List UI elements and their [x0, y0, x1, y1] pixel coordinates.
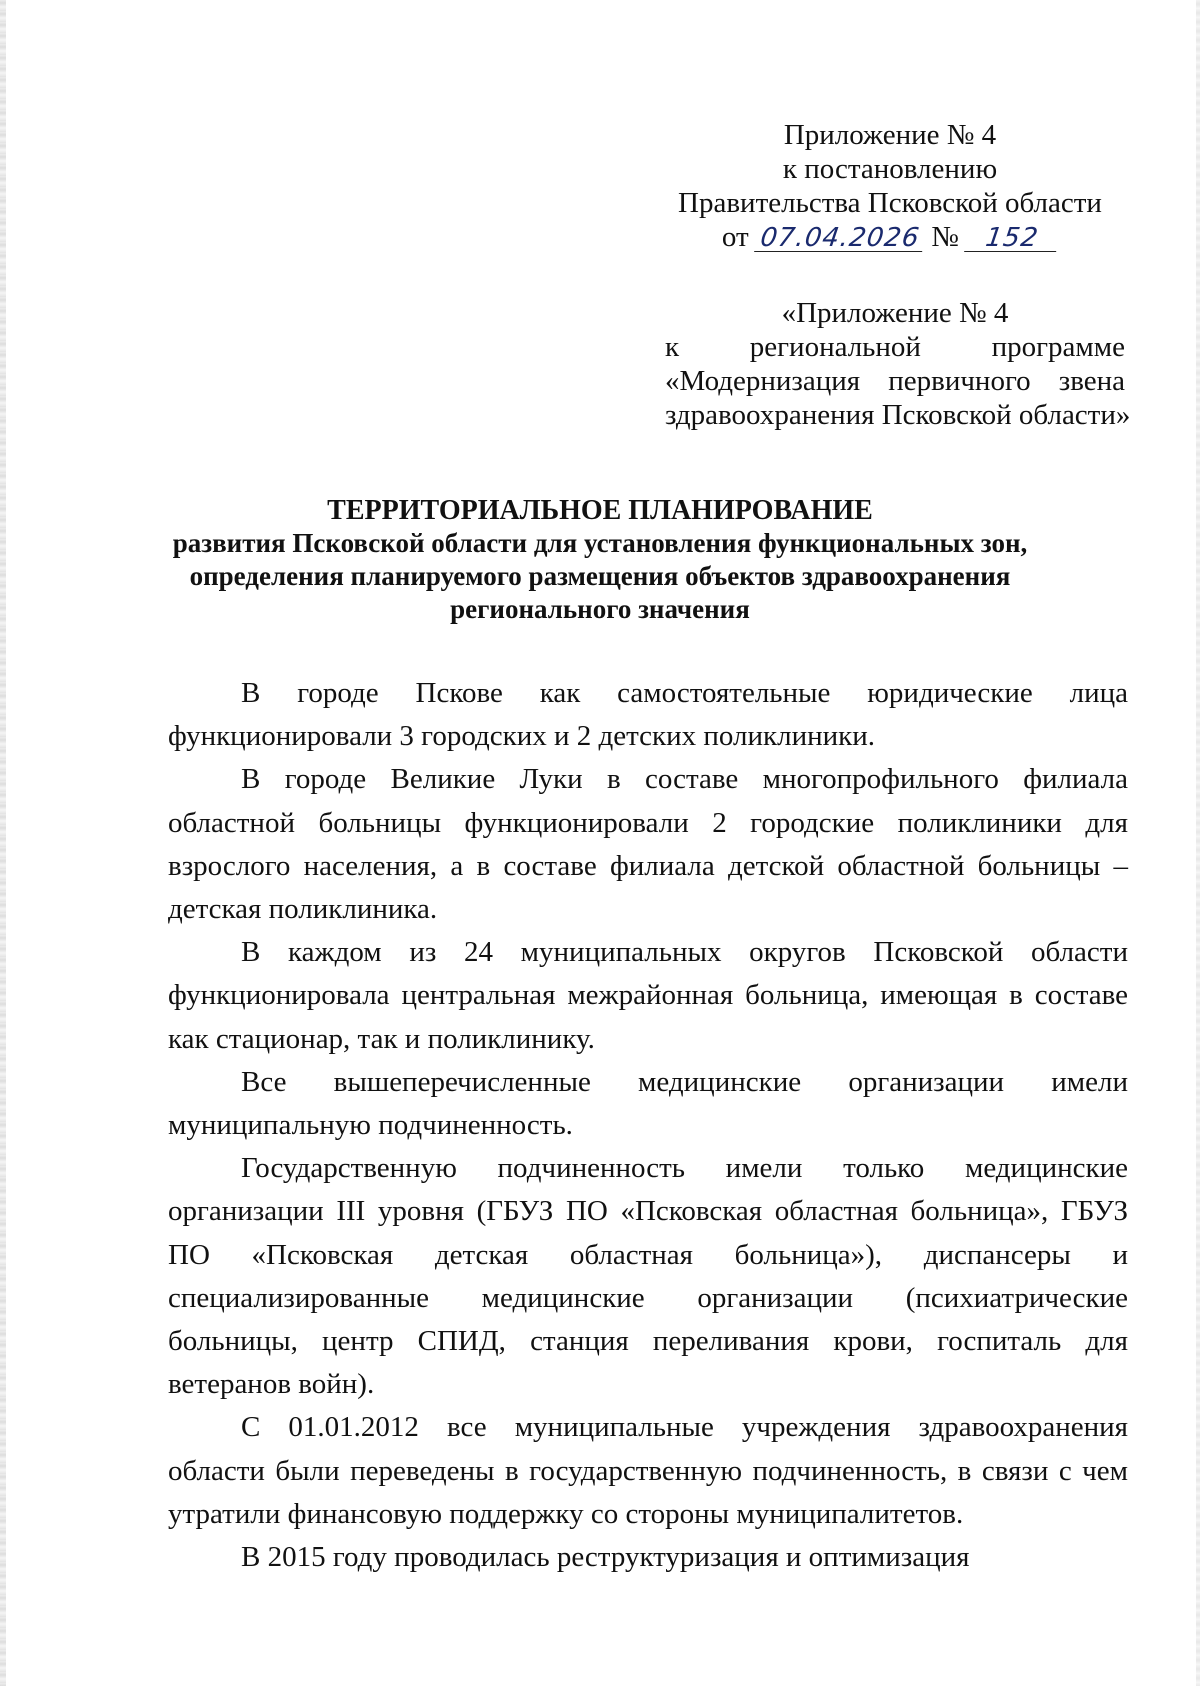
paragraph-5: Государственную подчиненность имели только медицинские организации III уровня (ГБУЗ ПО «Псковская областная больница», ГБУЗ ПО «Псковская детская областная больница»), диспансеры и специализированные медицинские организации (психиатрические больницы, центр СПИД, станция переливания крови, госпиталь для ветеранов войн).: [168, 1152, 1128, 1401]
annex-line-2: к региональной программе: [665, 331, 1126, 363]
annex-line-1: «Приложение № 4: [781, 297, 1009, 329]
date-prefix: от: [721, 221, 749, 253]
paragraph-4: Все вышеперечисленные медицинские организации имели муниципальную подчиненность.: [168, 1065, 1128, 1142]
paragraph-6: С 01.01.2012 все муниципальные учреждения здравоохранения области были переведены в государственную подчиненность, в связи с чем утратили финансовую поддержку со стороны муниципалитетов.: [168, 1411, 1128, 1530]
paragraph-1: В городе Пскове как самостоятельные юридические лица функционировали 3 городских и 2 детских поликлиники.: [168, 677, 1128, 753]
title-sub-3: регионального значения: [450, 594, 750, 624]
approval-line-3: Правительства Псковской области: [678, 187, 1102, 219]
annex-line-4: здравоохранения Псковской области»: [665, 399, 1131, 431]
approval-date-line: [660, 220, 1120, 254]
number-sign: №: [931, 221, 959, 253]
scan-edge-right: [1196, 0, 1200, 1686]
approval-block: [660, 118, 1120, 254]
paragraph-7: В 2015 году проводилась реструктуризация и оптимизация: [241, 1541, 970, 1574]
annex-line-3: «Модернизация первичного звена: [665, 365, 1125, 397]
scan-edge-left: [0, 0, 6, 1686]
paragraph-3: В каждом из 24 муниципальных округов Псковской области функционировала центральная межрайонная больница, имеющая в составе как стационар, так и поликлинику.: [168, 936, 1128, 1055]
approval-line-1: Приложение № 4: [783, 119, 997, 151]
handwritten-date: 07.04.2026: [754, 225, 926, 252]
paragraph-2: В городе Великие Луки в составе многопрофильного филиала областной больницы функционировали 2 городские поликлиники для взрослого населения, а в составе филиала детской областной больницы – детская поликлиника.: [168, 763, 1128, 926]
annex-block: [665, 296, 1131, 432]
title-sub-2: определения планируемого размещения объектов здравоохранения: [189, 561, 1011, 591]
handwritten-number: 152: [964, 225, 1060, 252]
document-title: [150, 494, 1050, 626]
document-body: [168, 672, 1128, 1579]
title-main: ТЕРРИТОРИАЛЬНОЕ ПЛАНИРОВАНИЕ: [327, 495, 873, 526]
approval-line-2: к постановлению: [782, 153, 998, 185]
title-sub-1: развития Псковской области для установления функциональных зон,: [172, 528, 1028, 558]
